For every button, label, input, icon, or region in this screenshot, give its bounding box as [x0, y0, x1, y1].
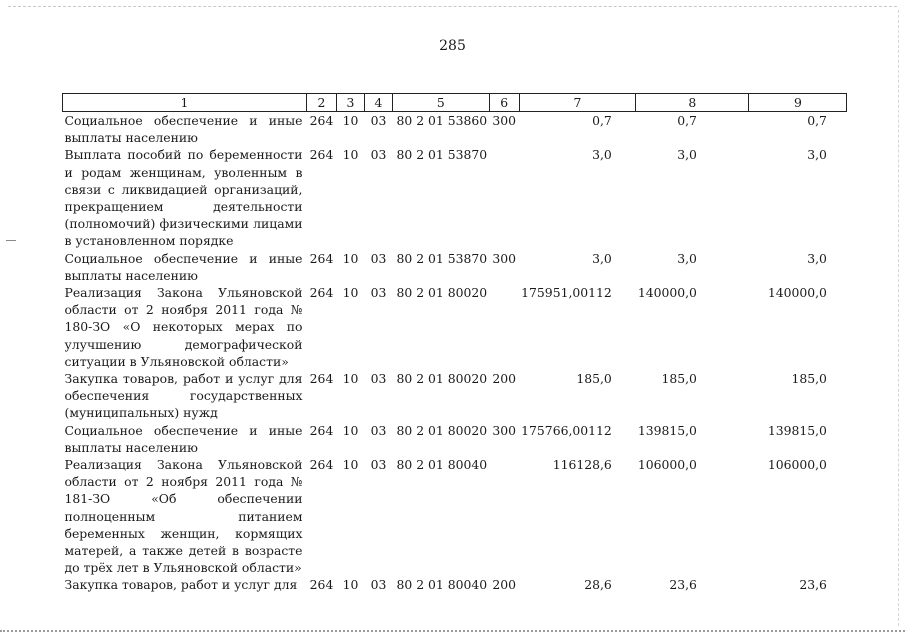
subsection-code: 03	[370, 285, 387, 301]
scan-edge-right	[898, 10, 899, 626]
section-code: 10	[342, 250, 359, 266]
header-cell: 8	[636, 94, 749, 112]
header-cell: 2	[307, 94, 337, 112]
row-name: Закупка товаров, работ и услуг для обеспечения государственных (муниципальных) нужд	[64, 371, 303, 421]
amount-col9: 185,0	[791, 371, 827, 387]
row-name: Реализация Закона Ульяновской области от 2 ноября 2011 года № 180-ЗО «О некоторых мерах по улучшению демографической ситуации в Ульяновской области»	[64, 285, 303, 369]
ministry-code: 264	[309, 113, 334, 128]
row-name: Выплата пособий по беременности и родам женщинам, уволенным в связи с ликвидацией организаций, прекращением деятельности (полномочий) физическими лицами в установленном порядке	[64, 147, 303, 249]
amount-col9: 140000,0	[767, 285, 827, 301]
section-code: 10	[342, 577, 359, 593]
expense-type: 300	[492, 250, 516, 266]
table-row	[63, 146, 847, 249]
section-code: 10	[342, 422, 359, 438]
table-row	[63, 422, 847, 456]
row-name: Социальное обеспечение и иные выплаты населению	[64, 250, 303, 283]
amount-col7: 116128,6	[552, 457, 612, 473]
target-article: 80 2 01 80040	[396, 457, 488, 473]
section-code: 10	[342, 371, 359, 387]
amount-col8: 3,0	[677, 250, 697, 266]
ministry-code: 264	[309, 285, 334, 301]
subsection-code: 03	[370, 577, 387, 593]
amount-col7: 3,0	[592, 250, 612, 266]
table-body	[63, 112, 847, 594]
target-article: 80 2 01 53860	[396, 113, 488, 128]
header-cell: 4	[365, 94, 393, 112]
scan-edge-top	[8, 6, 897, 7]
table-row	[63, 284, 847, 370]
expense-type: 300	[492, 422, 516, 438]
amount-col7: 175766,00112	[521, 422, 612, 438]
amount-col7: 185,0	[576, 371, 612, 387]
amount-col7: 28,6	[584, 577, 612, 593]
subsection-code: 03	[370, 147, 387, 163]
header-cell: 6	[489, 94, 519, 112]
header-cell: 7	[519, 94, 636, 112]
amount-col7: 3,0	[592, 147, 612, 163]
margin-mark	[6, 240, 16, 241]
amount-col8: 185,0	[661, 371, 697, 387]
ministry-code: 264	[309, 577, 334, 593]
target-article: 80 2 01 80020	[396, 285, 488, 301]
header-cell: 9	[749, 94, 847, 112]
subsection-code: 03	[370, 371, 387, 387]
expense-type: 200	[492, 577, 516, 593]
target-article: 80 2 01 80020	[396, 422, 488, 438]
amount-col8: 0,7	[677, 113, 697, 128]
ministry-code: 264	[309, 371, 334, 387]
table-row	[63, 250, 847, 284]
amount-col9: 139815,0	[767, 422, 827, 438]
row-name: Реализация Закона Ульяновской области от 2 ноября 2011 года № 181-ЗО «Об обеспечении полноценным питанием беременных женщин, кормящих матерей, а также детей в возрасте до трёх лет в Ульяновской области»	[64, 457, 303, 576]
section-code: 10	[342, 285, 359, 301]
amount-col8: 106000,0	[637, 457, 697, 473]
target-article: 80 2 01 80020	[396, 371, 488, 387]
ministry-code: 264	[309, 250, 334, 266]
ministry-code: 264	[309, 422, 334, 438]
subsection-code: 03	[370, 250, 387, 266]
row-name: Социальное обеспечение и иные выплаты населению	[64, 422, 303, 455]
amount-col8: 139815,0	[637, 422, 697, 438]
expense-type: 200	[492, 371, 516, 387]
amount-col9: 3,0	[807, 250, 827, 266]
header-cell: 1	[63, 94, 307, 112]
amount-col8: 3,0	[677, 147, 697, 163]
expense-type	[489, 146, 519, 249]
row-name: Закупка товаров, работ и услуг для	[64, 577, 298, 593]
expense-type	[489, 284, 519, 370]
subsection-code: 03	[370, 457, 387, 473]
amount-col7: 0,7	[592, 113, 612, 128]
subsection-code: 03	[370, 113, 387, 128]
table-row	[63, 456, 847, 576]
target-article: 80 2 01 80040	[396, 577, 488, 593]
table-row	[63, 370, 847, 422]
header-row	[63, 94, 847, 112]
amount-col9: 0,7	[807, 113, 827, 128]
row-name: Социальное обеспечение и иные выплаты населению	[64, 113, 303, 146]
section-code: 10	[342, 457, 359, 473]
header-cell: 3	[337, 94, 365, 112]
subsection-code: 03	[370, 422, 387, 438]
ministry-code: 264	[309, 457, 334, 473]
target-article: 80 2 01 53870	[396, 147, 488, 163]
amount-col7: 175951,00112	[521, 285, 612, 301]
table-row	[63, 112, 847, 147]
target-article: 80 2 01 53870	[396, 250, 488, 266]
amount-col8: 140000,0	[637, 285, 697, 301]
amount-col8: 23,6	[669, 577, 697, 593]
section-code: 10	[342, 113, 359, 128]
scan-edge-bottom	[0, 630, 905, 632]
expense-type	[489, 456, 519, 576]
section-code: 10	[342, 147, 359, 163]
header-cell: 5	[393, 94, 490, 112]
ministry-code: 264	[309, 147, 334, 163]
amount-col9: 23,6	[799, 577, 827, 593]
table-row	[63, 576, 847, 593]
page-number: 285	[439, 38, 466, 54]
expense-type: 300	[492, 113, 516, 128]
amount-col9: 106000,0	[767, 457, 827, 473]
budget-table	[62, 93, 847, 594]
amount-col9: 3,0	[807, 147, 827, 163]
